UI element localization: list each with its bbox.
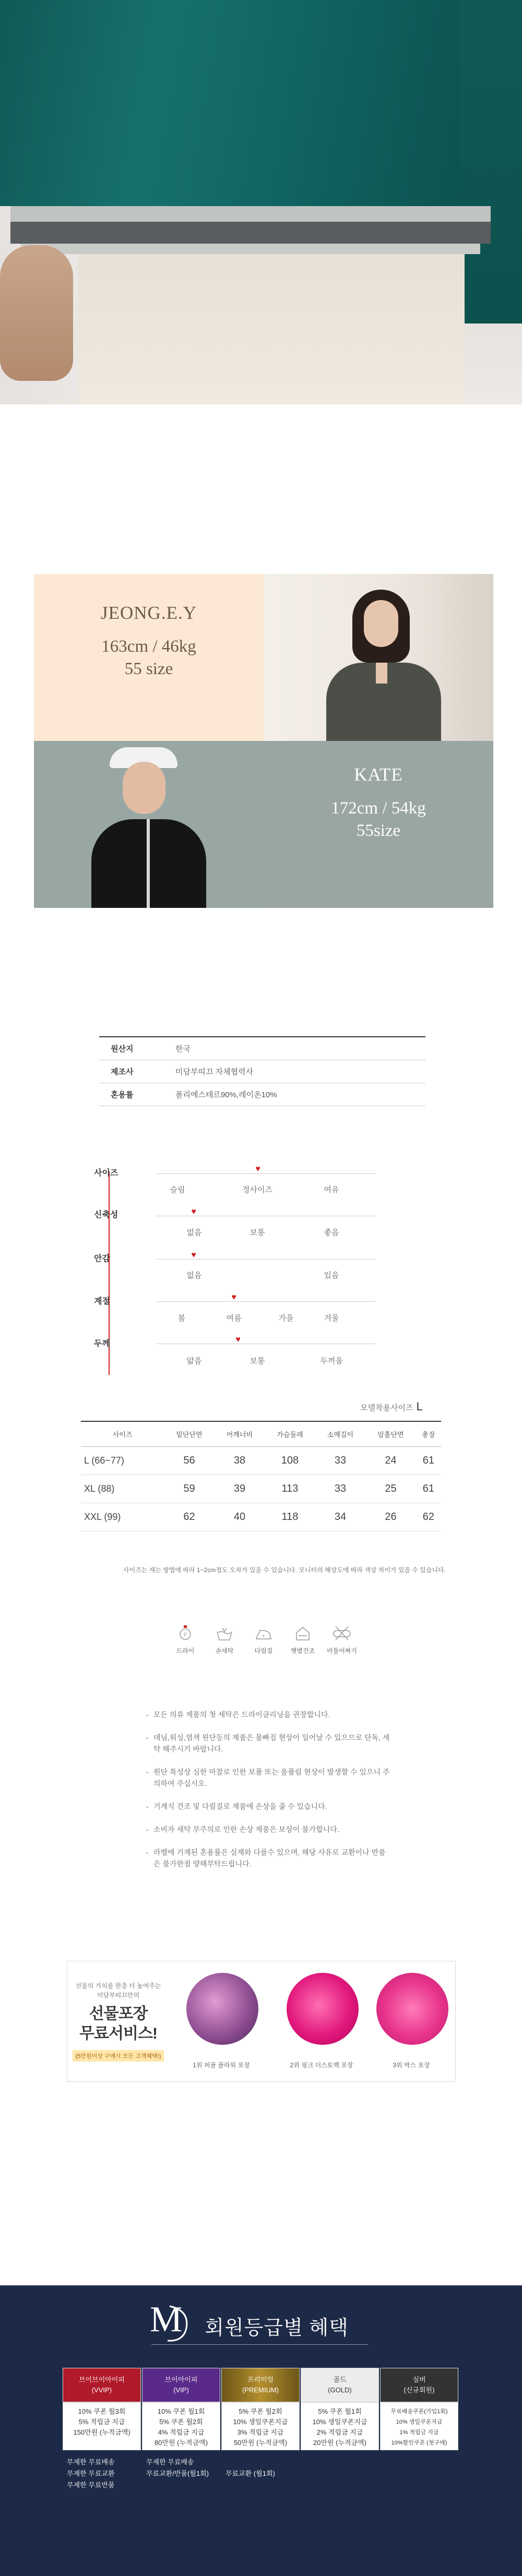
info-row <box>99 1083 425 1106</box>
info-row <box>99 1037 425 1060</box>
tier-extra: 무제한 무료교환 <box>67 2470 115 2477</box>
size-cell: 61 <box>416 1475 441 1503</box>
product-info-table <box>99 1036 425 1106</box>
tier-code: (GOLD) <box>328 2386 352 2394</box>
model-photo <box>34 741 264 908</box>
tier-name: 골드 <box>333 2376 347 2383</box>
tier-benefit: 5% 쿠폰 월2회 <box>159 2418 203 2426</box>
info-label: 원산지 <box>111 1045 134 1053</box>
fit-tick: 보통 <box>250 1228 265 1237</box>
tier-benefit: 10% 생일쿠폰지급 <box>233 2418 288 2426</box>
tier-extra: 무제한 무료배송 <box>146 2458 194 2466</box>
tier-name: 브이브이아이피 <box>79 2376 125 2383</box>
size-cell: XL (88) <box>81 1475 164 1503</box>
tier-benefit: 80만원 (누적금액) <box>154 2439 208 2447</box>
size-cell: 34 <box>315 1503 366 1531</box>
model-photo <box>264 574 493 741</box>
size-col-header: 암홀단면 <box>365 1421 416 1446</box>
size-cell: L (66~77) <box>81 1446 164 1475</box>
fit-tick: 겨울 <box>324 1314 339 1323</box>
wash-item <box>284 1625 321 1655</box>
size-cell: 62 <box>164 1503 215 1531</box>
fit-selected-heart-icon: ♥ <box>255 1165 260 1173</box>
gift-option-label: 박스 포장 <box>404 2062 430 2069</box>
tier-benefit: 1% 적립금 지급 <box>399 2429 439 2436</box>
fit-selected-heart-icon: ♥ <box>231 1293 236 1302</box>
fit-tick: 두꺼움 <box>320 1357 343 1365</box>
wash-label: 손세탁 <box>215 1647 234 1655</box>
gift-title-1: 선물포장 <box>89 2005 148 2022</box>
purple-flower-wrap-image <box>186 1973 258 2045</box>
gift-title-2: 무료서비스! <box>79 2025 157 2042</box>
gift-subtitle: 선물의 가치를 한층 더 높여주는 미담부띠끄만의 <box>75 1982 161 1999</box>
size-cell: 24 <box>365 1446 416 1475</box>
size-col-header: 사이즈 <box>81 1421 164 1446</box>
tier-benefit: 3% 적립금 지급 <box>237 2428 284 2436</box>
fit-label-stretch: 신축성 <box>94 1211 118 1219</box>
hand-wash-icon <box>215 1625 234 1641</box>
pink-dustbag-wrap-image <box>287 1973 359 2045</box>
size-cell: 113 <box>265 1475 315 1503</box>
tier-header-vvip <box>63 2368 141 2402</box>
size-col-header: 가슴둘레 <box>265 1421 315 1446</box>
gift-wrap-banner <box>67 1961 456 2082</box>
tier-benefits <box>301 2402 379 2450</box>
info-value: 미담부띠끄 자체협력사 <box>175 1068 254 1076</box>
tier-extra: 무제한 무료반품 <box>67 2481 115 2489</box>
tier-benefit: 150만원 (누적금액) <box>73 2428 130 2436</box>
fit-label-size: 사이즈 <box>94 1169 118 1178</box>
wash-label: 다림질 <box>254 1647 273 1655</box>
model-height-weight: 163cm / 46kg <box>101 637 196 656</box>
size-cell: 40 <box>215 1503 265 1531</box>
model-row-1 <box>34 574 493 741</box>
tier-header-gold <box>301 2368 379 2402</box>
model-size-note-value: L <box>416 1400 423 1413</box>
size-cell: 108 <box>265 1446 315 1475</box>
size-cell: 25 <box>365 1475 416 1503</box>
tier-benefit: 5% 적립금 지급 <box>78 2418 125 2426</box>
tier-benefit: 4% 적립금 지급 <box>158 2428 205 2436</box>
fit-chart <box>94 1166 386 1380</box>
table-row <box>81 1475 441 1503</box>
care-notes <box>146 1709 392 1881</box>
fit-tick: 좋음 <box>324 1228 339 1237</box>
size-col-header: 소매길이 <box>315 1421 366 1446</box>
tier-benefit: 10% 쿠폰 월1회 <box>157 2407 205 2415</box>
tier-header-premium <box>221 2368 300 2402</box>
wash-label: 비틀어짜기 <box>327 1647 357 1655</box>
no-wring-icon <box>333 1625 351 1641</box>
size-table <box>81 1421 441 1531</box>
size-cell: 38 <box>215 1446 265 1475</box>
gift-badge: (5만원이상 구매시 모든 고객혜택!) <box>73 2050 164 2062</box>
tier-benefit: 10% 생일쿠폰지급 <box>312 2418 367 2426</box>
fit-label-thickness: 두께 <box>94 1339 110 1348</box>
gift-option-caption <box>177 2060 266 2069</box>
iron-icon <box>254 1625 273 1641</box>
tier-code: (VVIP) <box>91 2386 112 2394</box>
size-col-header: 총장 <box>416 1421 441 1446</box>
care-note: - 기계식 건조 및 다림질로 제품에 손상을 줄 수 있습니다. <box>146 1801 392 1812</box>
size-cell: 118 <box>265 1503 315 1531</box>
tier-benefits <box>142 2402 220 2450</box>
fit-tick: 없음 <box>186 1228 202 1237</box>
info-value: 한국 <box>175 1045 191 1053</box>
model-size-note <box>360 1400 423 1413</box>
gift-option-rank: 1위 <box>193 2062 203 2069</box>
model-row-2 <box>34 741 493 908</box>
size-cell: 33 <box>315 1446 366 1475</box>
tier-benefit: 무료배송쿠폰(가입1회) <box>390 2409 448 2415</box>
tier-name: 실버 <box>412 2376 426 2383</box>
tier-benefit: 10% 쿠폰 월3회 <box>78 2407 126 2415</box>
care-note: - 데님,워싱,염색 원단등의 제품은 물빠짐 현상이 일어날 수 있으므로 단독, 세탁 해주시기 바랍니다. <box>146 1732 392 1755</box>
care-note: - 원단 특성상 심한 마찰로 인한 보풀 또는 올풀림 현상이 발생할 수 있으니 주의하여 주십시오. <box>146 1766 392 1789</box>
tier-header-vip <box>142 2368 220 2402</box>
fit-tick: 있음 <box>324 1271 339 1280</box>
care-note: - 모든 의류 제품의 첫 세탁은 드라이클리닝을 권장합니다. <box>146 1709 392 1720</box>
tier-code: (신규회원) <box>404 2386 435 2394</box>
gift-option-rank: 2위 <box>290 2062 300 2069</box>
tier-benefit: 50만원 (누적금액) <box>233 2439 288 2447</box>
size-cell: 33 <box>315 1475 366 1503</box>
size-cell: 62 <box>416 1503 441 1531</box>
fit-label-lining: 안감 <box>94 1254 110 1263</box>
tier-benefit: 10% 생일쿠폰지급 <box>396 2419 443 2425</box>
gift-option-rank: 3위 <box>393 2062 402 2069</box>
tier-benefit: 10%할인쿠폰 (첫구매) <box>391 2440 447 2446</box>
tier-benefit: 5% 쿠폰 월2회 <box>239 2407 282 2415</box>
gift-option-label: 퍼플 플라워 포장 <box>204 2062 250 2069</box>
fit-tick: 얇음 <box>186 1357 202 1365</box>
product-hero-photo <box>0 0 522 404</box>
size-cell: 61 <box>416 1446 441 1475</box>
tier-code: (VIP) <box>173 2386 189 2394</box>
tier-benefits <box>63 2402 141 2450</box>
shade-dry-icon <box>293 1625 312 1641</box>
box-wrap-image <box>376 1973 448 2045</box>
size-footnote: 사이즈는 재는 방법에 따라 1~2cm정도 오차가 있을 수 있습니다. 모니터의 해상도에 따라 색상 차이가 있을 수 있습니다. <box>123 1566 446 1574</box>
model-size-note-label: 모델착용사이즈 <box>360 1404 413 1412</box>
wash-item <box>206 1625 243 1655</box>
model-size: 55 size <box>124 660 173 678</box>
fit-tick: 가을 <box>278 1314 294 1323</box>
care-note: - 라벨에 기재된 혼용률은 실제와 다를수 있으며, 해당 사유로 교환이나 반품은 불가한점 양해부탁드립니다. <box>146 1847 392 1870</box>
table-row <box>81 1446 441 1475</box>
tier-name: 프리미엄 <box>247 2376 274 2383</box>
fit-tick: 정사이즈 <box>242 1185 272 1194</box>
wash-label: 드라이 <box>176 1647 195 1655</box>
info-value: 폴리에스테르90%,레이온10% <box>175 1091 277 1099</box>
tier-benefit: 20만원 (누적금액) <box>313 2439 367 2447</box>
wash-label: 햇볕건조 <box>290 1647 315 1655</box>
fit-selected-heart-icon: ♥ <box>191 1251 196 1260</box>
tier-name: 브이아이피 <box>164 2376 198 2383</box>
info-label: 혼용률 <box>111 1091 134 1099</box>
fit-selected-heart-icon: ♥ <box>191 1207 196 1216</box>
tier-extra: 무료교환 (월1회) <box>226 2470 275 2477</box>
model-height-weight: 172cm / 54kg <box>331 799 426 818</box>
fit-label-season: 계절 <box>94 1297 110 1306</box>
fit-tick: 여름 <box>226 1314 242 1323</box>
fit-tick: 여유 <box>324 1185 339 1194</box>
tier-extra: 무료교환/반품(월1회) <box>146 2470 209 2477</box>
size-cell: XXL (99) <box>81 1503 164 1531</box>
fit-selected-heart-icon: ♥ <box>235 1335 241 1344</box>
size-cell: 59 <box>164 1475 215 1503</box>
tier-benefits <box>380 2402 458 2450</box>
model-name: KATE <box>354 764 403 785</box>
info-row <box>99 1060 425 1083</box>
tier-benefit: 5% 쿠폰 월1회 <box>318 2407 362 2415</box>
gift-option-caption <box>277 2060 366 2069</box>
tier-benefits <box>221 2402 300 2450</box>
dry-clean-icon <box>176 1625 195 1641</box>
fit-tick: 보통 <box>250 1357 265 1365</box>
gift-option-label: 핑크 더스토백 포장 <box>301 2062 353 2069</box>
tier-extra: 무제한 무료배송 <box>67 2458 115 2466</box>
size-cell: 26 <box>365 1503 416 1531</box>
table-row <box>81 1503 441 1531</box>
wash-item <box>324 1625 360 1655</box>
wash-item <box>245 1625 282 1655</box>
fit-tick: 없음 <box>186 1271 202 1280</box>
tier-code: (PREMIUM) <box>242 2386 279 2394</box>
model-name: JEONG.E.Y <box>101 603 197 623</box>
model-size: 55size <box>356 821 401 840</box>
svg-text:F: F <box>183 1632 187 1638</box>
gift-option-caption <box>367 2060 456 2069</box>
membership-title: 회원등급별 혜택 <box>205 2317 349 2339</box>
fit-tick: 슬림 <box>170 1185 185 1194</box>
size-col-header: 밑단단면 <box>164 1421 215 1446</box>
care-note: - 소비자 세탁 부주의로 인한 손상 제품은 보상이 불가합니다. <box>146 1824 392 1835</box>
tier-benefit: 2% 적립금 지급 <box>316 2428 363 2436</box>
wash-item <box>167 1625 204 1655</box>
tier-header-silver <box>380 2368 458 2402</box>
fit-tick: 봄 <box>177 1314 186 1323</box>
size-col-header: 어깨너비 <box>215 1421 265 1446</box>
size-cell: 56 <box>164 1446 215 1475</box>
size-cell: 39 <box>215 1475 265 1503</box>
svg-text:M: M <box>150 2299 183 2340</box>
info-label: 제조사 <box>111 1068 134 1076</box>
